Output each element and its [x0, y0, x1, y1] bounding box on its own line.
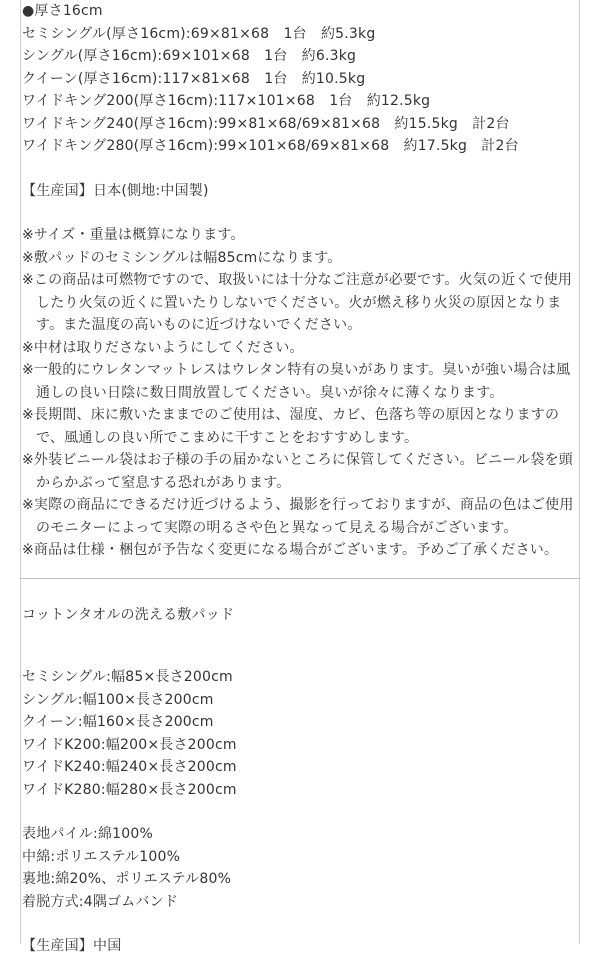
pad-title: コットンタオルの洗える敷パッド [22, 607, 235, 623]
note-item: ※中材は取りださないようにしてください。 [22, 339, 304, 356]
section-divider [20, 578, 580, 579]
pad-size-row: セミシングル:幅85×長さ200cm [22, 669, 233, 685]
spec-row: ワイドキング280(厚さ16cm):99×101×68/69×81×68 約17.5kg 計2台 [22, 138, 519, 154]
note-item: ※サイズ・重量は概算になります。 [22, 227, 245, 243]
pad-size-row: ワイドK200:幅200×長さ200cm [22, 736, 237, 753]
spec-row: ワイドキング240(厚さ16cm):99×81×68/69×81×68 約15.5kg 計2台 [22, 115, 510, 132]
pad-material-row: 表地パイル:綿100% [22, 826, 153, 842]
pad-section [22, 604, 578, 958]
pad-material-row: 裏地:綿20%、ポリエステル80% [22, 871, 232, 887]
pad-size-row: ワイドK240:幅240×長さ200cm [22, 759, 237, 775]
pad-size-row: ワイドK280:幅280×長さ200cm [22, 781, 237, 798]
note-item: ※敷パッドのセミシングルは幅85cmになります。 [22, 249, 342, 266]
spec-row: クイーン(厚さ16cm):117×81×68 1台 約10.5kg [22, 70, 366, 87]
note-item: ※商品は仕様・梱包が予告なく変更になる場合がございます。予めご了承ください。 [22, 542, 559, 558]
pad-size-row: シングル:幅100×長さ200cm [22, 691, 214, 708]
note-item: ※長期間、床に敷いたままでのご使用は、湿度、カビ、色落ち等の原因となりますので、風通しの良い所でこまめに干すことをおすすめします。 [22, 407, 560, 446]
origin-line: 【生産国】日本(側地:中国製) [22, 182, 209, 199]
thickness-heading: ●厚さ16cm [22, 3, 103, 19]
pad-material-row: 中綿:ポリエステル100% [22, 848, 181, 865]
note-item: ※実際の商品にできるだけ近づけるよう、撮影を行っておりますが、商品の色はご使用のモニターによって実際の明るさや色と異なって見える場合がございます。 [22, 497, 574, 536]
pad-size-row: クイーン:幅160×長さ200cm [22, 714, 214, 730]
spec-row: ワイドキング200(厚さ16cm):117×101×68 1台 約12.5kg [22, 93, 431, 109]
spec-section [22, 0, 582, 562]
note-item: ※外装ビニール袋はお子様の手の届かないところに保管してください。ビニール袋を頭からかぶって窒息する恐れがあります。 [22, 452, 573, 491]
pad-material-row: 着脱方式:4隅ゴムバンド [22, 893, 179, 910]
spec-row: セミシングル(厚さ16cm):69×81×68 1台 約5.3kg [22, 25, 376, 42]
note-item: ※一般的にウレタンマットレスはウレタン特有の臭いがあります。臭いが強い場合は風通しの良い日陰に数日間放置してください。臭いが徐々に薄くなります。 [22, 362, 571, 401]
note-item: ※この商品は可燃物ですので、取扱いには十分なご注意が必要です。火気の近くで使用したり火気の近くに置いたりしないでください。火が燃え移り火災の原因となります。また温度の高いものに近づけないでください。 [22, 272, 573, 333]
spec-row: シングル(厚さ16cm):69×101×68 1台 約6.3kg [22, 48, 357, 64]
pad-origin-line: 【生産国】中国 [22, 938, 122, 954]
